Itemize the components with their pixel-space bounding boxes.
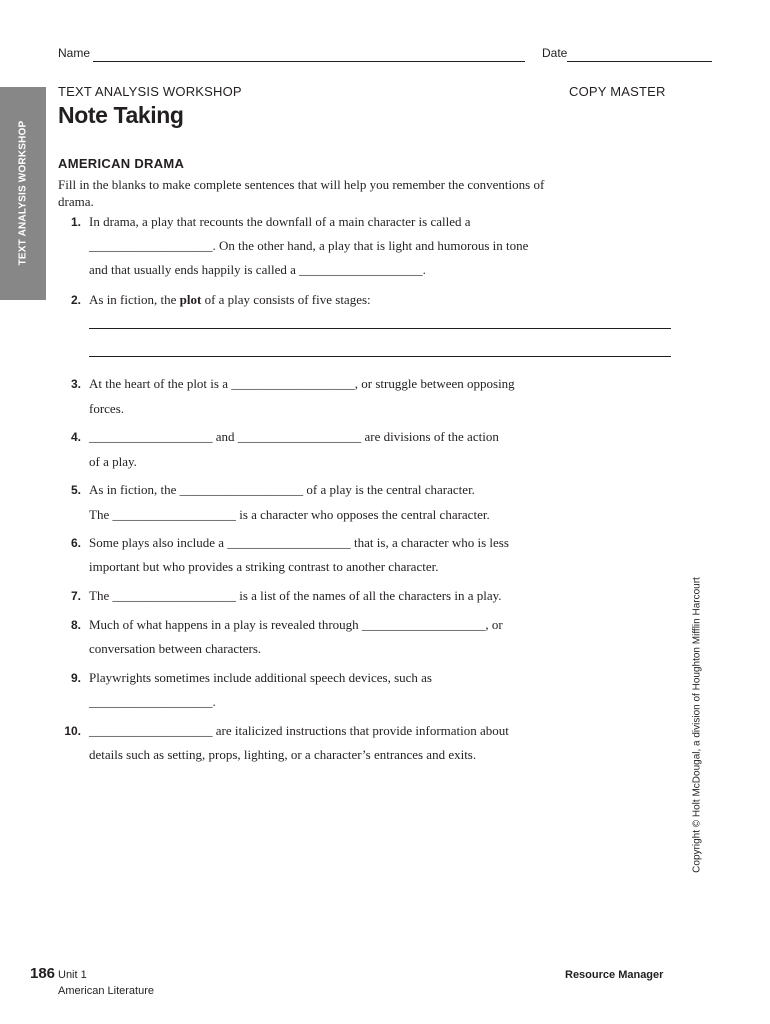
instructions: Fill in the blanks to make complete sentences that will help you remember the conventions of drama. <box>58 177 545 209</box>
question-number: 1. <box>70 215 81 229</box>
question-text-line: ___________________. <box>89 694 216 709</box>
question-text-line: The ___________________ is a character who opposes the central character. <box>89 507 490 522</box>
copy-master-label: COPY MASTER <box>569 84 666 99</box>
question-text-line: forces. <box>89 401 125 416</box>
question-text-line: Some plays also include a ___________________ that is, a character who is less <box>89 535 509 550</box>
name-label: Name <box>58 46 91 60</box>
page-number: 186 <box>30 965 56 982</box>
workshop-kicker: TEXT ANALYSIS WORKSHOP <box>58 84 242 99</box>
question-text-line: In drama, a play that recounts the downfall of a main character is called a <box>89 214 471 229</box>
page-title: Note Taking <box>58 102 184 128</box>
question-text-line: The ___________________ is a list of the names of all the characters in a play. <box>89 588 502 603</box>
footer-subject: American Literature <box>58 985 154 997</box>
date-blank-line <box>567 61 712 62</box>
question-text-line: important but who provides a striking contrast to another character. <box>89 559 439 574</box>
question-keyword: plot <box>179 292 202 307</box>
footer-unit: Unit 1 <box>58 969 87 981</box>
question-text-line <box>89 292 371 308</box>
question-number: 6. <box>70 536 81 550</box>
footer-resource: Resource Manager <box>565 969 664 981</box>
question-number: 5. <box>70 483 81 497</box>
side-tab <box>0 87 46 300</box>
question-text-line: ___________________ are italicized instructions that provide information about <box>89 723 509 738</box>
question-number: 9. <box>70 671 81 685</box>
question-text-line: ___________________. On the other hand, a play that is light and humorous in tone <box>89 238 529 253</box>
question-number: 10. <box>64 724 81 738</box>
question-text-line: of a play. <box>89 454 137 469</box>
side-tab-label: TEXT ANALYSIS WORKSHOP <box>17 120 29 266</box>
question-text-line: Much of what happens in a play is revealed through ___________________, or <box>89 617 503 632</box>
question-text-line: At the heart of the plot is a ___________________, or struggle between opposing <box>89 376 515 391</box>
question-number: 7. <box>70 589 81 603</box>
name-blank-line <box>93 61 525 62</box>
question-text-line: Playwrights sometimes include additional speech devices, such as <box>89 670 432 685</box>
question-text-pre: As in fiction, the <box>89 292 180 307</box>
answer-line <box>89 356 671 357</box>
section-heading: AMERICAN DRAMA <box>58 156 185 171</box>
question-number: 2. <box>70 293 81 307</box>
copyright-notice: Copyright © Holt McDougal, a division of Houghton Mifflin Harcourt <box>691 577 703 873</box>
answer-line <box>89 328 671 329</box>
question-text-line: details such as setting, props, lighting, or a character’s entrances and exits. <box>89 747 477 762</box>
question-number: 3. <box>70 377 81 391</box>
question-text-line: As in fiction, the ___________________ of a play is the central character. <box>89 482 475 497</box>
question-number: 8. <box>70 618 81 632</box>
date-label: Date <box>542 46 568 60</box>
question-text-line: and that usually ends happily is called a ___________________. <box>89 262 426 277</box>
question-text-line: ___________________ and ___________________ are divisions of the action <box>89 429 499 444</box>
question-number: 4. <box>70 430 81 444</box>
question-text-post: of a play consists of five stages: <box>201 292 371 307</box>
question-text-line: conversation between characters. <box>89 641 262 656</box>
